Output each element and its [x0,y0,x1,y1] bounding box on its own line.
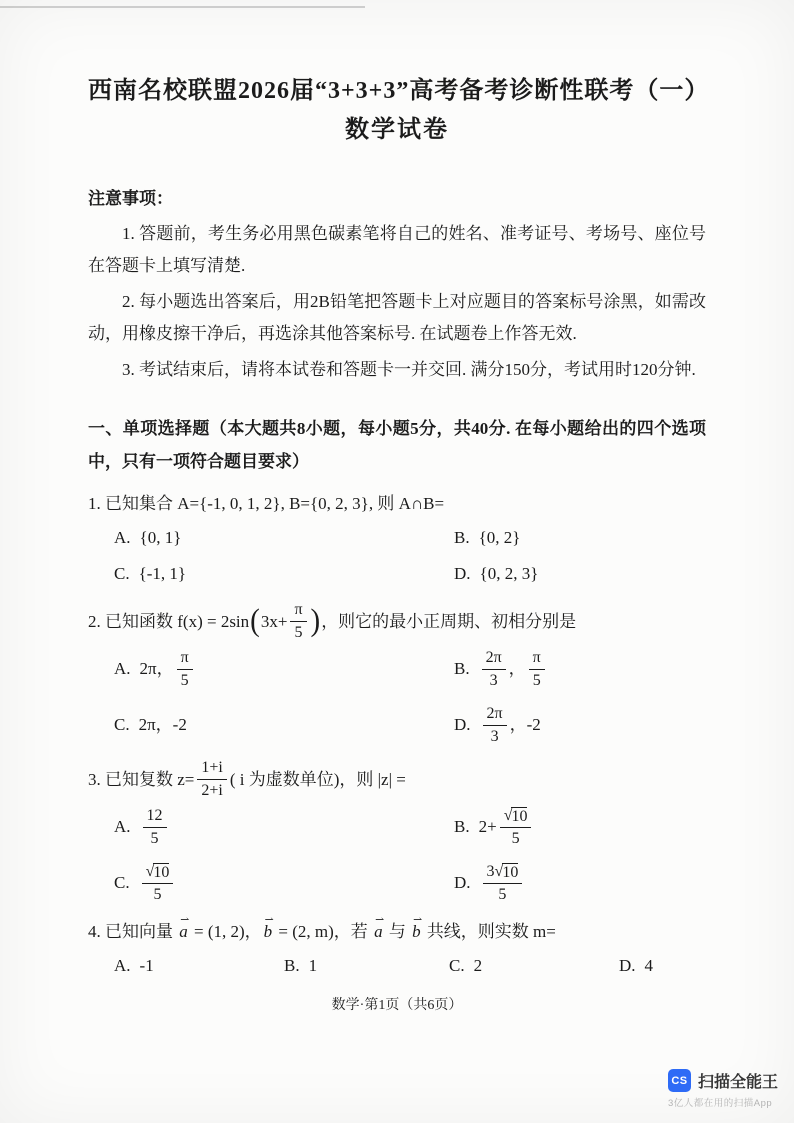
question-1-option-d [454,559,706,589]
radicand: 10 [502,863,519,881]
fraction: $\frac{2\pi}{3}$ [483,704,507,745]
scanner-brand-name: 扫描全能王 [697,1074,778,1091]
notice-item-3: 3. 考试结束后，请将本试卷和答题卡一并交回. 满分150分，考试用时120分钟. [122,360,696,379]
stem-text: 与 [384,921,411,941]
option-label: D. [454,873,471,892]
option-text: {-1, 1} [138,564,187,583]
notice-heading: 注意事项： [88,189,173,208]
vector-a: ⇀ a [179,916,188,947]
question-4-options [114,951,706,981]
radical-sign: √ [503,807,513,825]
option-label: B. [454,659,470,678]
vector-b: ⇀ b [412,916,421,947]
scanner-tagline: 3亿人都在用的扫描App [667,1098,773,1109]
stem-text: 4. 已知向量 [88,921,178,941]
question-1-option-a [114,523,454,553]
radical-sign: √ [494,863,504,881]
stem-text: 2. 已知函数 f(x) = 2sin [88,611,250,631]
page-footer: 数学·第1页（共6页） [331,998,463,1013]
question-4-option-b [284,951,449,981]
fraction: $\frac{\pi}{5}$ [290,600,306,641]
question-4-option-a [114,951,284,981]
option-label: D. [619,956,636,975]
option-label: D. [454,564,471,583]
option-label: B. [284,956,300,975]
exam-title-line1: 西南名校联盟2026届“3+3+3”高考备考诊断性联考（一） [88,78,710,104]
option-text: {0, 2, 3} [479,564,539,583]
question-2-options [114,647,706,747]
notice-item-1: 1. 答题前，考生务必用黑色碳素笔将自己的姓名、准考证号、考场号、座位号在答题卡上填写清楚. [88,224,706,275]
coefficient: 3 [486,863,495,881]
option-label: A. [114,956,131,975]
question-2-option-d [454,703,706,747]
question-2-stem [88,599,706,643]
question-2-option-a [114,647,454,691]
option-text: 2π， [139,659,174,678]
option-label: C. [114,873,130,892]
option-label: B. [454,528,470,547]
option-label: C. [449,956,465,975]
option-text: -1 [139,956,154,975]
question-3-options [114,805,706,905]
notice-item-2: 2. 每小题选出答案后，用2B铅笔把答题卡上对应题目的答案标号涂黑，如需改动，用橡皮擦干净后，再选涂其他答案标号. 在试题卷上作答无效. [88,292,706,343]
option-text: {0, 1} [139,528,182,547]
option-label: A. [114,817,131,836]
camscanner-logo-icon: CS [668,1069,691,1092]
question-4-option-d [619,951,706,981]
fraction: 3 √ 10 5 [483,862,523,903]
fraction: $\frac{12}{5}$ [143,806,167,847]
fraction: $\frac{2\pi}{3}$ [482,648,506,689]
stem-text: ，则它的最小正周期、初相分别是 [321,611,577,631]
option-text: 4 [644,956,654,975]
question-2 [88,599,706,747]
option-text: 1 [308,956,318,975]
question-3-stem [88,757,706,801]
option-text: 2π，-2 [138,715,187,734]
vector-a: ⇀ a [374,916,383,947]
question-4-option-c [449,951,619,981]
option-label: A. [114,528,131,547]
question-2-option-b [454,647,706,691]
question-4 [88,915,706,981]
stem-text: 3x+ [260,611,288,631]
fraction: √ 10 5 [142,862,174,903]
question-1-stem: 1. 已知集合 A={-1, 0, 1, 2}, B={0, 2, 3}, 则 A∩B= [88,494,445,513]
right-paren: ) [310,603,321,638]
exam-title-line2: 数学试卷 [345,117,449,143]
question-3-option-b [454,805,706,849]
fraction: $\frac{\pi}{5}$ [529,648,545,689]
vector-b: ⇀ b [264,916,273,947]
option-text: 2+ [478,817,497,836]
option-label: D. [454,715,471,734]
question-1-option-b [454,523,706,553]
option-label: C. [114,564,130,583]
option-text: 2 [473,956,483,975]
fraction: √ 10 5 [500,806,532,847]
question-2-option-c [114,703,454,747]
stem-text: 共线，则实数 m= [422,921,556,941]
radical-sign: √ [145,863,155,881]
section-heading: 一、单项选择题（本大题共8小题，每小题5分，共40分. 在每小题给出的四个选项中，只有一项符合题目要求） [88,419,706,471]
stem-text: 3. 已知复数 z= [88,769,195,789]
option-label: A. [114,659,131,678]
stem-text: = (1, 2)， [189,921,262,941]
option-text: ，-2 [509,715,541,734]
left-paren: ( [250,603,260,638]
question-1-options [114,523,706,589]
fraction: $\frac{1+i}{2+i}$ [197,758,226,799]
scanner-watermark-row [668,1069,778,1092]
radicand: 10 [511,807,528,825]
option-label: C. [114,715,130,734]
stem-text: ( i 为虚数单位)，则 |z| = [229,769,406,789]
fraction: $\frac{\pi}{5}$ [177,648,193,689]
question-3-option-c [114,861,454,905]
question-3-option-d [454,861,706,905]
question-1-option-c [114,559,454,589]
question-3-option-a [114,805,454,849]
option-text: ， [508,659,526,678]
stem-text: = (2, m)，若 [274,921,373,941]
question-1 [88,488,706,589]
option-text: {0, 2} [478,528,521,547]
radicand: 10 [153,863,170,881]
scanner-watermark [668,1069,778,1109]
option-label: B. [454,817,470,836]
question-4-stem [88,915,706,947]
question-3 [88,757,706,905]
